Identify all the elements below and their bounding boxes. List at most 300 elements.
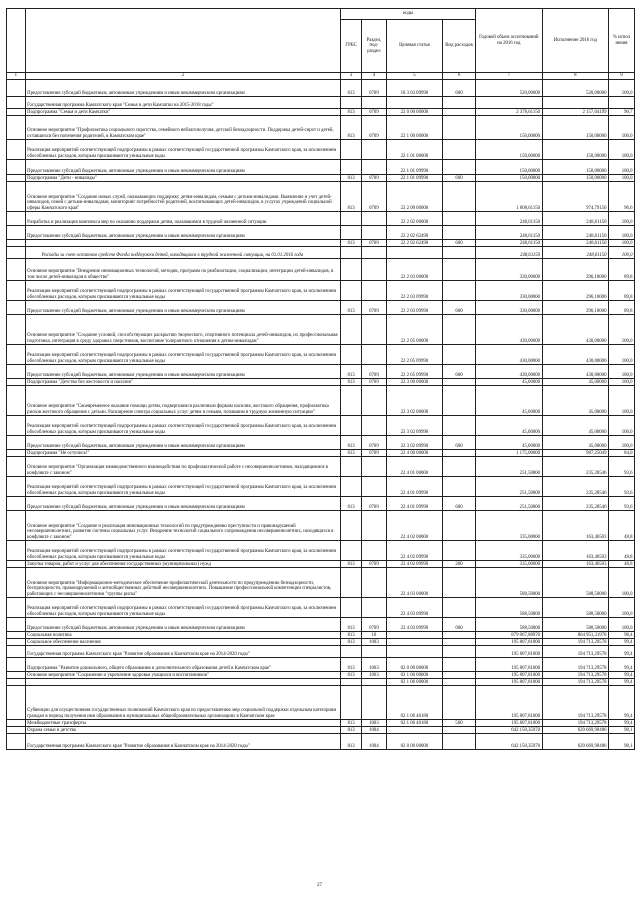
row-section (361, 386, 386, 416)
row-execution (542, 97, 608, 109)
row-target-article: 22 2 02 00000 (386, 212, 442, 226)
row-percent: 96,6 (608, 182, 634, 212)
row-grbs (341, 226, 362, 240)
table-row (7, 345, 635, 365)
row-name: Межбюджетные трансферты (25, 720, 341, 727)
row-percent: 100,0 (608, 116, 634, 140)
row-execution: 430,00000 (542, 315, 608, 345)
row-target-article: 22 2 05 09990 (386, 365, 442, 379)
row-grbs: 813 (341, 116, 362, 140)
row-index-cell (7, 109, 26, 116)
row-execution: 430,00000 (542, 365, 608, 379)
row-execution: 520,00000 (542, 80, 608, 97)
row-execution: 296,18000 (542, 281, 608, 301)
row-annual-volume: 45,00000 (476, 436, 542, 450)
column-number: 5 (386, 73, 442, 80)
row-expense-type (442, 450, 475, 457)
row-name: Социальная политика (25, 632, 341, 639)
row-execution: 588,50000 (542, 568, 608, 598)
row-expense-type: 600 (442, 365, 475, 379)
row-grbs: 813 (341, 365, 362, 379)
column-number: 3 (341, 73, 362, 80)
row-annual-volume: 588,50000 (476, 598, 542, 618)
row-section (361, 541, 386, 561)
row-expense-type (442, 686, 475, 720)
row-annual-volume: 195 807,81000 (476, 686, 542, 720)
row-execution: 163,46503 (542, 511, 608, 541)
row-annual-volume: 195 807,81000 (476, 658, 542, 672)
row-percent: 48,8 (608, 511, 634, 541)
row-percent: 100,0 (608, 598, 634, 618)
row-index-cell (7, 658, 26, 672)
row-name: Основное мероприятие "Сохранение и укрепление здоровья учащихся и воспитанников" (25, 672, 341, 679)
row-index-cell (7, 720, 26, 727)
row-section: 1003 (361, 720, 386, 727)
row-grbs: 813 (341, 301, 362, 315)
row-percent (608, 97, 634, 109)
row-index-cell (7, 639, 26, 646)
table-row (7, 450, 635, 457)
header-name-cell (25, 9, 341, 73)
table-row (7, 658, 635, 672)
table-row (7, 116, 635, 140)
row-target-article: 22 2 02 62490 (386, 226, 442, 240)
row-name: Реализация мероприятий соответствующей подпрограммы в рамках соответствующей государственной программы Камчатского края, за исключением обособленных расходов, которым присваиваются уникальные коды (25, 281, 341, 301)
row-expense-type: 600 (442, 240, 475, 247)
table-row (7, 561, 635, 568)
row-grbs (341, 315, 362, 345)
row-name: Государственная программа Камчатского края "Развитие образования в Камчатском крае на 2014-2020 годы" (25, 734, 341, 750)
row-index-cell (7, 212, 26, 226)
row-expense-type (442, 140, 475, 160)
row-name: Предоставление субсидий бюджетным, автономным учреждениям и иным некоммерческим организациям (25, 365, 341, 379)
header-execution: Исполнение 2016 год (542, 9, 608, 73)
row-execution: 194 713,29578 (542, 686, 608, 720)
row-index-cell (7, 568, 26, 598)
row-target-article: 22 3 00 00000 (386, 379, 442, 386)
row-name: Основное мероприятие "Организация межведомственного взаимодействия по профилактической работе с несовершеннолетними, находящимися в конфликте с законом" (25, 457, 341, 477)
row-grbs (341, 212, 362, 226)
row-percent: 100,0 (608, 140, 634, 160)
row-name: Основное мероприятие "Создание новых служб, оказывающих поддержку детям-инвалидам, семьям с детьми-инвалидами. Выявление и учет детей-инвалидов, семей с детьми-инвалидами, мониторинг потребностей родителей, воспитывающих детей-инвалидов, в услугах учреждений социальной сферы Камчатского края" (25, 182, 341, 212)
row-name: Реализация мероприятий соответствующей подпрограммы в рамках соответствующей государственной программы Камчатского края, за исключением обособленных расходов, которым присваиваются уникальные коды (25, 598, 341, 618)
row-percent: 90,7 (608, 109, 634, 116)
row-grbs: 813 (341, 379, 362, 386)
row-expense-type (442, 646, 475, 658)
row-section (361, 511, 386, 541)
row-execution: 150,00000 (542, 160, 608, 175)
row-target-article: 22 4 03 00000 (386, 568, 442, 598)
row-name (25, 240, 341, 247)
row-name: Реализация мероприятий соответствующей подпрограммы в рамках соответствующей государственной программы Камчатского края, за исключением обособленных расходов, которым присваиваются уникальные коды (25, 140, 341, 160)
row-expense-type (442, 679, 475, 686)
row-percent: 89,8 (608, 301, 634, 315)
row-section (361, 281, 386, 301)
row-expense-type (442, 116, 475, 140)
row-index-cell (7, 80, 26, 97)
header-target-article: Целевая статья (386, 20, 442, 73)
table-row (7, 679, 635, 686)
row-grbs: 813 (341, 450, 362, 457)
row-section (361, 97, 386, 109)
row-execution: 248,61150 (542, 247, 608, 259)
row-grbs: 813 (341, 727, 362, 734)
row-name: Основное мероприятие "Своевременное оказание помощи детям, подвергшимся различным формам насилия, жестокого обращения, профилактика рисков жестокого обращения с детьми. Расширение спектра социальных услуг детям и семьям, попавшим в трудную жизненную ситуацию" (25, 386, 341, 416)
row-section: 0709 (361, 175, 386, 182)
table-row (7, 720, 635, 727)
row-grbs (341, 247, 362, 259)
row-name: Основное мероприятие "Создание и реализация инновационных технологий по предупреждению преступности и правонарушений несовершеннолетних, развитие системы социальных услуг. Внедрение технологий социального сопровождения несовершеннолетних, находящихся в конфликте с законом" (25, 511, 341, 541)
row-percent: 100,0 (608, 618, 634, 632)
row-annual-volume: 150,00000 (476, 140, 542, 160)
row-annual-volume: 430,00000 (476, 365, 542, 379)
row-grbs (341, 646, 362, 658)
row-expense-type: 600 (442, 301, 475, 315)
row-target-article (386, 646, 442, 658)
table-row (7, 511, 635, 541)
row-annual-volume: 195 807,81000 (476, 646, 542, 658)
row-index-cell (7, 497, 26, 511)
header-annual-volume: Годовой объем ассигнований на 2016 год (476, 9, 542, 73)
row-grbs: 813 (341, 632, 362, 639)
row-expense-type (442, 511, 475, 541)
row-grbs (341, 345, 362, 365)
row-target-article (386, 97, 442, 109)
row-execution: 235,28546 (542, 457, 608, 477)
row-percent: 98,1 (608, 727, 634, 734)
budget-report-page (6, 8, 635, 750)
row-expense-type (442, 672, 475, 679)
table-row (7, 97, 635, 109)
row-grbs: 813 (341, 80, 362, 97)
row-percent: 84,0 (608, 450, 634, 457)
row-grbs: 813 (341, 436, 362, 450)
row-section: 0709 (361, 365, 386, 379)
row-grbs: 813 (341, 561, 362, 568)
row-target-article: 22 4 01 09990 (386, 497, 442, 511)
row-execution: 194 713,29578 (542, 639, 608, 646)
table-row (7, 301, 635, 315)
row-index-cell (7, 365, 26, 379)
row-section: 0709 (361, 182, 386, 212)
row-percent: 99,4 (608, 639, 634, 646)
table-row (7, 247, 635, 259)
row-annual-volume: 45,00000 (476, 386, 542, 416)
row-execution: 296,18000 (542, 259, 608, 281)
row-annual-volume: 330,00000 (476, 301, 542, 315)
row-name: Реализация мероприятий соответствующей подпрограммы в рамках соответствующей государственной программы Камчатского края, за исключением обособленных расходов, которым присваиваются уникальные коды (25, 416, 341, 436)
row-percent: 100,0 (608, 436, 634, 450)
row-percent: 99,4 (608, 672, 634, 679)
row-percent: 98,1 (608, 734, 634, 750)
row-execution: 588,50000 (542, 598, 608, 618)
row-index-cell (7, 240, 26, 247)
row-section (361, 247, 386, 259)
row-grbs: 813 (341, 720, 362, 727)
row-name: Субвенции для осуществления государственных полномочий Камчатского края по предоставлению мер социальной поддержки отдельным категориям граждан в период получения ими образования в муниципальных общеобразовательных организациях в Камчатском крае (25, 686, 341, 720)
row-expense-type (442, 226, 475, 240)
row-target-article: 22 4 01 00000 (386, 457, 442, 477)
row-annual-volume: 195 807,81000 (476, 672, 542, 679)
row-grbs (341, 568, 362, 598)
row-section: 1004 (361, 727, 386, 734)
row-section: 0709 (361, 109, 386, 116)
table-row (7, 386, 635, 416)
row-target-article: 22 1 01 09990 (386, 175, 442, 182)
row-expense-type (442, 315, 475, 345)
header-codes-group: коды (341, 9, 476, 20)
row-grbs: 813 (341, 175, 362, 182)
row-section (361, 160, 386, 175)
row-percent: 100,0 (608, 379, 634, 386)
table-row (7, 568, 635, 598)
row-annual-volume: 335,00000 (476, 561, 542, 568)
row-target-article: 22 4 03 09990 (386, 618, 442, 632)
row-grbs (341, 160, 362, 175)
row-expense-type (442, 281, 475, 301)
row-annual-volume: 335,00000 (476, 541, 542, 561)
row-target-article: 22 4 02 00000 (386, 511, 442, 541)
row-index-cell (7, 386, 26, 416)
row-target-article (386, 247, 442, 259)
row-execution: 194 713,29578 (542, 720, 608, 727)
row-target-article: 22 4 01 09990 (386, 477, 442, 497)
row-grbs (341, 140, 362, 160)
row-section (361, 315, 386, 345)
row-grbs: 813 (341, 734, 362, 750)
header-index-cell (7, 9, 26, 73)
row-execution: 864 951,31978 (542, 632, 608, 639)
row-execution: 150,00000 (542, 175, 608, 182)
row-grbs (341, 416, 362, 436)
row-index-cell (7, 511, 26, 541)
row-expense-type (442, 416, 475, 436)
row-index-cell (7, 226, 26, 240)
table-row (7, 240, 635, 247)
row-name: Расходы за счет остатков средств Фонда поддержки детей, находящихся в трудной жизненной ситуации, на 01.01.2016 года (25, 247, 341, 259)
row-percent: 99,4 (608, 679, 634, 686)
row-target-article: 22 2 00 00000 (386, 182, 442, 212)
row-name: Подпрограмма "Семья и дети Камчатки" (25, 109, 341, 116)
row-target-article (386, 727, 442, 734)
row-percent: 100,0 (608, 160, 634, 175)
column-number: 8 (542, 73, 608, 80)
row-grbs (341, 259, 362, 281)
row-section (361, 646, 386, 658)
row-percent: 99,4 (608, 686, 634, 720)
row-target-article: 02 0 00 00000 (386, 658, 442, 672)
table-row (7, 416, 635, 436)
header-grbs: ГРБС (341, 20, 362, 73)
table-row (7, 175, 635, 182)
row-expense-type (442, 598, 475, 618)
row-index-cell (7, 97, 26, 109)
row-grbs: 813 (341, 672, 362, 679)
row-name: Предоставление субсидий бюджетным, автономным учреждениям и иным некоммерческим организациям (25, 160, 341, 175)
row-annual-volume: 520,00000 (476, 80, 542, 97)
row-section: 0709 (361, 116, 386, 140)
row-percent: 100,0 (608, 568, 634, 598)
column-number: 6 (442, 73, 475, 80)
row-target-article: 22 2 03 09990 (386, 281, 442, 301)
header-expense-type: Вид расходов (442, 20, 475, 73)
row-target-article: 22 2 02 62490 (386, 240, 442, 247)
row-index-cell (7, 301, 26, 315)
table-body (7, 80, 635, 750)
row-name: Подпрограмма "Не оступись!" (25, 450, 341, 457)
row-section (361, 457, 386, 477)
row-target-article (386, 632, 442, 639)
row-percent: 100,0 (608, 175, 634, 182)
row-execution: 150,00000 (542, 116, 608, 140)
row-grbs (341, 511, 362, 541)
row-section: 1004 (361, 734, 386, 750)
row-execution: 150,00000 (542, 140, 608, 160)
row-percent: 100,0 (608, 212, 634, 226)
row-execution: 430,00000 (542, 345, 608, 365)
row-execution: 629 669,98486 (542, 727, 608, 734)
row-index-cell (7, 632, 26, 639)
row-section (361, 345, 386, 365)
row-target-article: 22 4 02 09990 (386, 541, 442, 561)
row-grbs (341, 598, 362, 618)
row-execution: 248,61150 (542, 226, 608, 240)
table-row (7, 212, 635, 226)
row-expense-type (442, 477, 475, 497)
table-row (7, 497, 635, 511)
row-target-article: 22 3 02 09990 (386, 436, 442, 450)
column-number: 9 (608, 73, 634, 80)
row-section (361, 226, 386, 240)
row-expense-type (442, 639, 475, 646)
row-execution: 45,00000 (542, 436, 608, 450)
row-annual-volume: 150,00000 (476, 116, 542, 140)
row-expense-type (442, 727, 475, 734)
row-target-article: 02 1 06 40180 (386, 686, 442, 720)
row-section: 0709 (361, 379, 386, 386)
row-section (361, 140, 386, 160)
row-index-cell (7, 379, 26, 386)
row-expense-type (442, 734, 475, 750)
table-row (7, 315, 635, 345)
table-row (7, 226, 635, 240)
table-row (7, 618, 635, 632)
table-row (7, 598, 635, 618)
row-name: Разработка и реализация комплекса мер по оказанию поддержки детям, оказавшимся в трудной жизненной ситуации (25, 212, 341, 226)
row-name: Основное мероприятие "Внедрение инновационных технологий, методик, программ по реабилитации, социализации, интеграции детей-инвалидов, в том числе детей-инвалидов в общество" (25, 259, 341, 281)
row-section (361, 568, 386, 598)
row-expense-type: 600 (442, 618, 475, 632)
row-grbs (341, 477, 362, 497)
row-name: Подпрограмма "Детство без жестокости и насилия" (25, 379, 341, 386)
row-annual-volume: 330,00000 (476, 281, 542, 301)
row-percent: 100,0 (608, 386, 634, 416)
row-name: Основное мероприятие "Создание условий, способствующих раскрытию творческого, спортивного потенциала детей-инвалидов, их профессиональная подготовка, интеграция в среду здоровых сверстников, воспитание толерантного отношения к детям-инвалидам" (25, 315, 341, 345)
row-expense-type (442, 379, 475, 386)
row-index-cell (7, 281, 26, 301)
row-section: 1003 (361, 672, 386, 679)
row-expense-type (442, 109, 475, 116)
row-grbs (341, 281, 362, 301)
table-row (7, 734, 635, 750)
row-percent: 99,4 (608, 646, 634, 658)
row-annual-volume: 1 175,00000 (476, 450, 542, 457)
row-section: 0709 (361, 561, 386, 568)
row-execution: 194 713,29578 (542, 646, 608, 658)
header-section: Раздел, под-раздел (361, 20, 386, 73)
row-grbs: 813 (341, 497, 362, 511)
table-row (7, 646, 635, 658)
row-section (361, 259, 386, 281)
row-target-article: 22 1 01 09990 (386, 160, 442, 175)
row-expense-type: 600 (442, 436, 475, 450)
row-section: 0709 (361, 80, 386, 97)
row-target-article: 02 0 00 00000 (386, 734, 442, 750)
row-index-cell (7, 734, 26, 750)
row-execution: 235,28546 (542, 497, 608, 511)
row-annual-volume: 248,61150 (476, 212, 542, 226)
row-expense-type (442, 658, 475, 672)
row-expense-type (442, 212, 475, 226)
row-annual-volume: 588,50000 (476, 568, 542, 598)
row-index-cell (7, 160, 26, 175)
row-percent: 100,0 (608, 365, 634, 379)
row-percent: 93,6 (608, 477, 634, 497)
row-grbs: 813 (341, 182, 362, 212)
table-row (7, 639, 635, 646)
row-expense-type (442, 345, 475, 365)
row-expense-type: 600 (442, 497, 475, 511)
row-target-article: 18 3 03 09990 (386, 80, 442, 97)
row-percent: 100,0 (608, 247, 634, 259)
row-index-cell (7, 416, 26, 436)
row-target-article: 02 1 00 00000 (386, 672, 442, 679)
row-name: Социальное обеспечение населения (25, 639, 341, 646)
row-target-article: 22 3 02 09990 (386, 416, 442, 436)
row-expense-type (442, 568, 475, 598)
row-target-article: 22 3 02 00000 (386, 386, 442, 416)
row-grbs: 813 (341, 618, 362, 632)
row-section (361, 212, 386, 226)
row-percent: 100,0 (608, 315, 634, 345)
row-index-cell (7, 679, 26, 686)
row-section: 0709 (361, 450, 386, 457)
row-index-cell (7, 259, 26, 281)
row-name: Реализация мероприятий соответствующей подпрограммы в рамках соответствующей государственной программы Камчатского края, за исключением обособленных расходов, которым присваиваются уникальные коды (25, 477, 341, 497)
row-target-article: 22 2 03 09990 (386, 301, 442, 315)
row-section: 1003 (361, 639, 386, 646)
table-row (7, 436, 635, 450)
row-index-cell (7, 541, 26, 561)
row-expense-type (442, 97, 475, 109)
row-name: Подпрограмма "Дети - инвалиды" (25, 175, 341, 182)
row-grbs: 813 (341, 240, 362, 247)
table-row (7, 379, 635, 386)
row-annual-volume: 248,61150 (476, 247, 542, 259)
row-grbs (341, 386, 362, 416)
row-section: 0709 (361, 436, 386, 450)
row-index-cell (7, 450, 26, 457)
table-row (7, 109, 635, 116)
row-annual-volume: 330,00000 (476, 259, 542, 281)
row-expense-type: 600 (442, 80, 475, 97)
row-annual-volume: 2 378,61150 (476, 109, 542, 116)
row-annual-volume: 1 008,61150 (476, 182, 542, 212)
row-name: Предоставление субсидий бюджетным, автономным учреждениям и иным некоммерческим организациям (25, 497, 341, 511)
row-target-article: 22 4 02 09990 (386, 561, 442, 568)
row-annual-volume: 588,50000 (476, 618, 542, 632)
row-index-cell (7, 436, 26, 450)
